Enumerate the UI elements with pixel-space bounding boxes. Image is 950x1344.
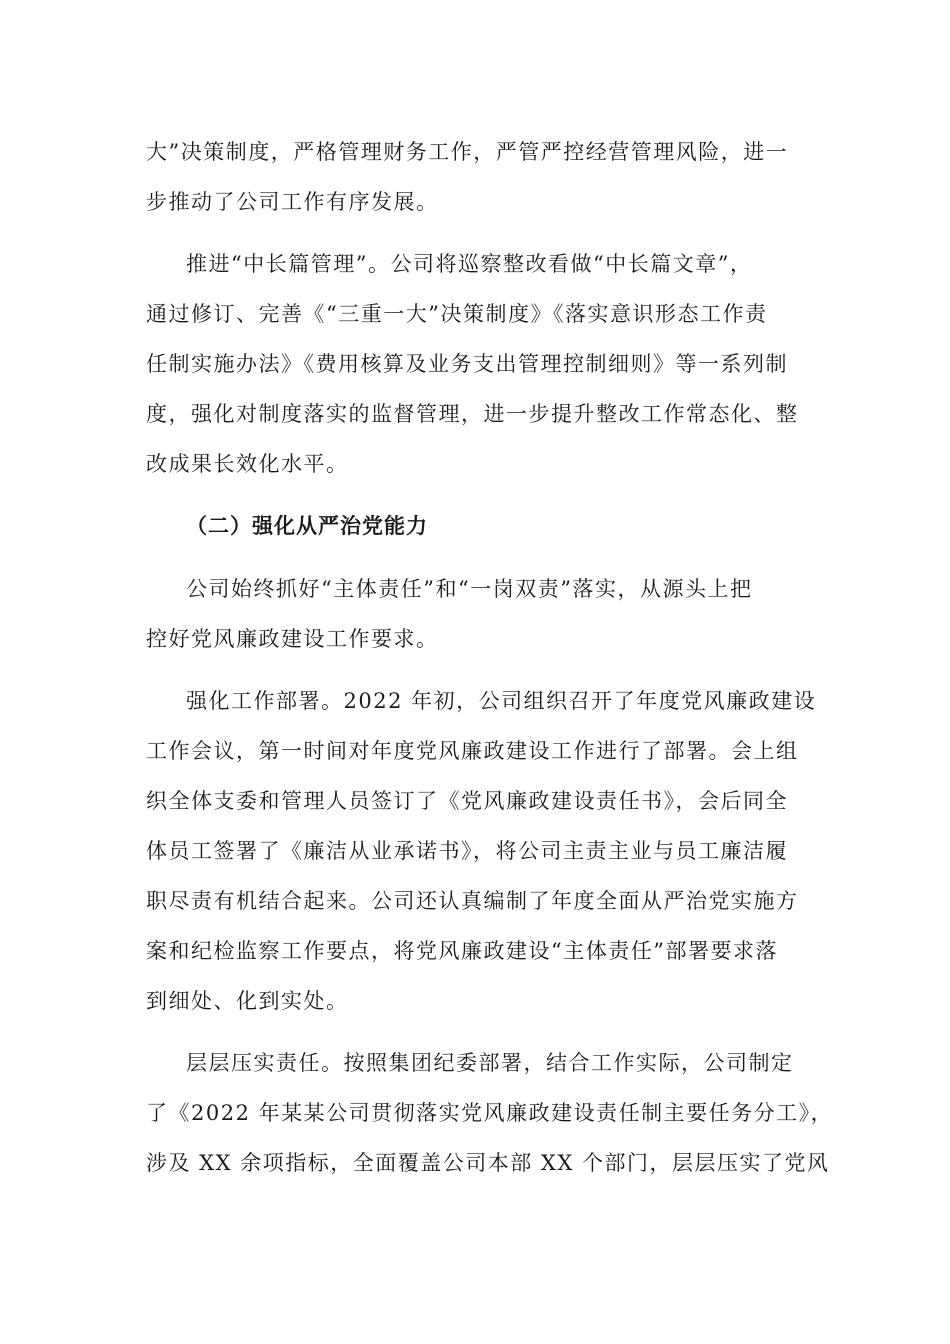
paragraph-line: 强化工作部署。2022 年初，公司组织召开了年度党风廉政建设 <box>186 689 817 713</box>
paragraph-line: 工作会议，第一时间对年度党风廉政建设工作进行了部署。会上组 <box>146 739 799 763</box>
paragraph-line: 度，强化对制度落实的监督管理，进一步提升整改工作常态化、整 <box>146 402 799 426</box>
paragraph-line: 了《2022 年某某公司贯彻落实党风廉政建设责任制主要任务分工》， <box>146 1101 834 1125</box>
paragraph-line: 体员工签署了《廉洁从业承诺书》，将公司主责主业与员工廉洁履 <box>146 839 788 863</box>
paragraph-line: 任制实施办法》《费用核算及业务支出管理控制细则》等一系列制 <box>146 352 788 376</box>
paragraph-line: 案和纪检监察工作要点，将党风廉政建设“主体责任”部署要求落 <box>146 939 778 963</box>
paragraph-line: 通过修订、完善《“三重一大”决策制度》《落实意识形态工作责 <box>146 302 768 326</box>
paragraph-line: 层层压实责任。按照集团纪委部署，结合工作实际，公司制定 <box>186 1051 794 1075</box>
paragraph-line: 职尽责有机结合起来。公司还认真编制了年度全面从严治党实施方 <box>146 889 799 913</box>
paragraph-line: 控好党风廉政建设工作要求。 <box>146 627 439 651</box>
paragraph-line: 涉及 XX 余项指标，全面覆盖公司本部 XX 个部门，层层压实了党风 <box>146 1151 830 1175</box>
paragraph-line: 公司始终抓好“主体责任”和“一岗双责”落实，从源头上把 <box>186 577 753 601</box>
paragraph-line: 到细处、化到实处。 <box>146 989 349 1013</box>
paragraph-line: 织全体支委和管理人员签订了《党风廉政建设责任书》，会后同全 <box>146 789 788 813</box>
paragraph-line: 推进“中长篇管理”。公司将巡察整改看做“中长篇文章”， <box>186 252 753 276</box>
section-heading: （二）强化从严治党能力 <box>186 514 428 538</box>
paragraph-line: 改成果长效化水平。 <box>146 452 349 476</box>
paragraph-line: 大”决策制度，严格管理财务工作，严管严控经营管理风险，进一 <box>146 140 789 164</box>
paragraph-line: 步推动了公司工作有序发展。 <box>146 190 439 214</box>
